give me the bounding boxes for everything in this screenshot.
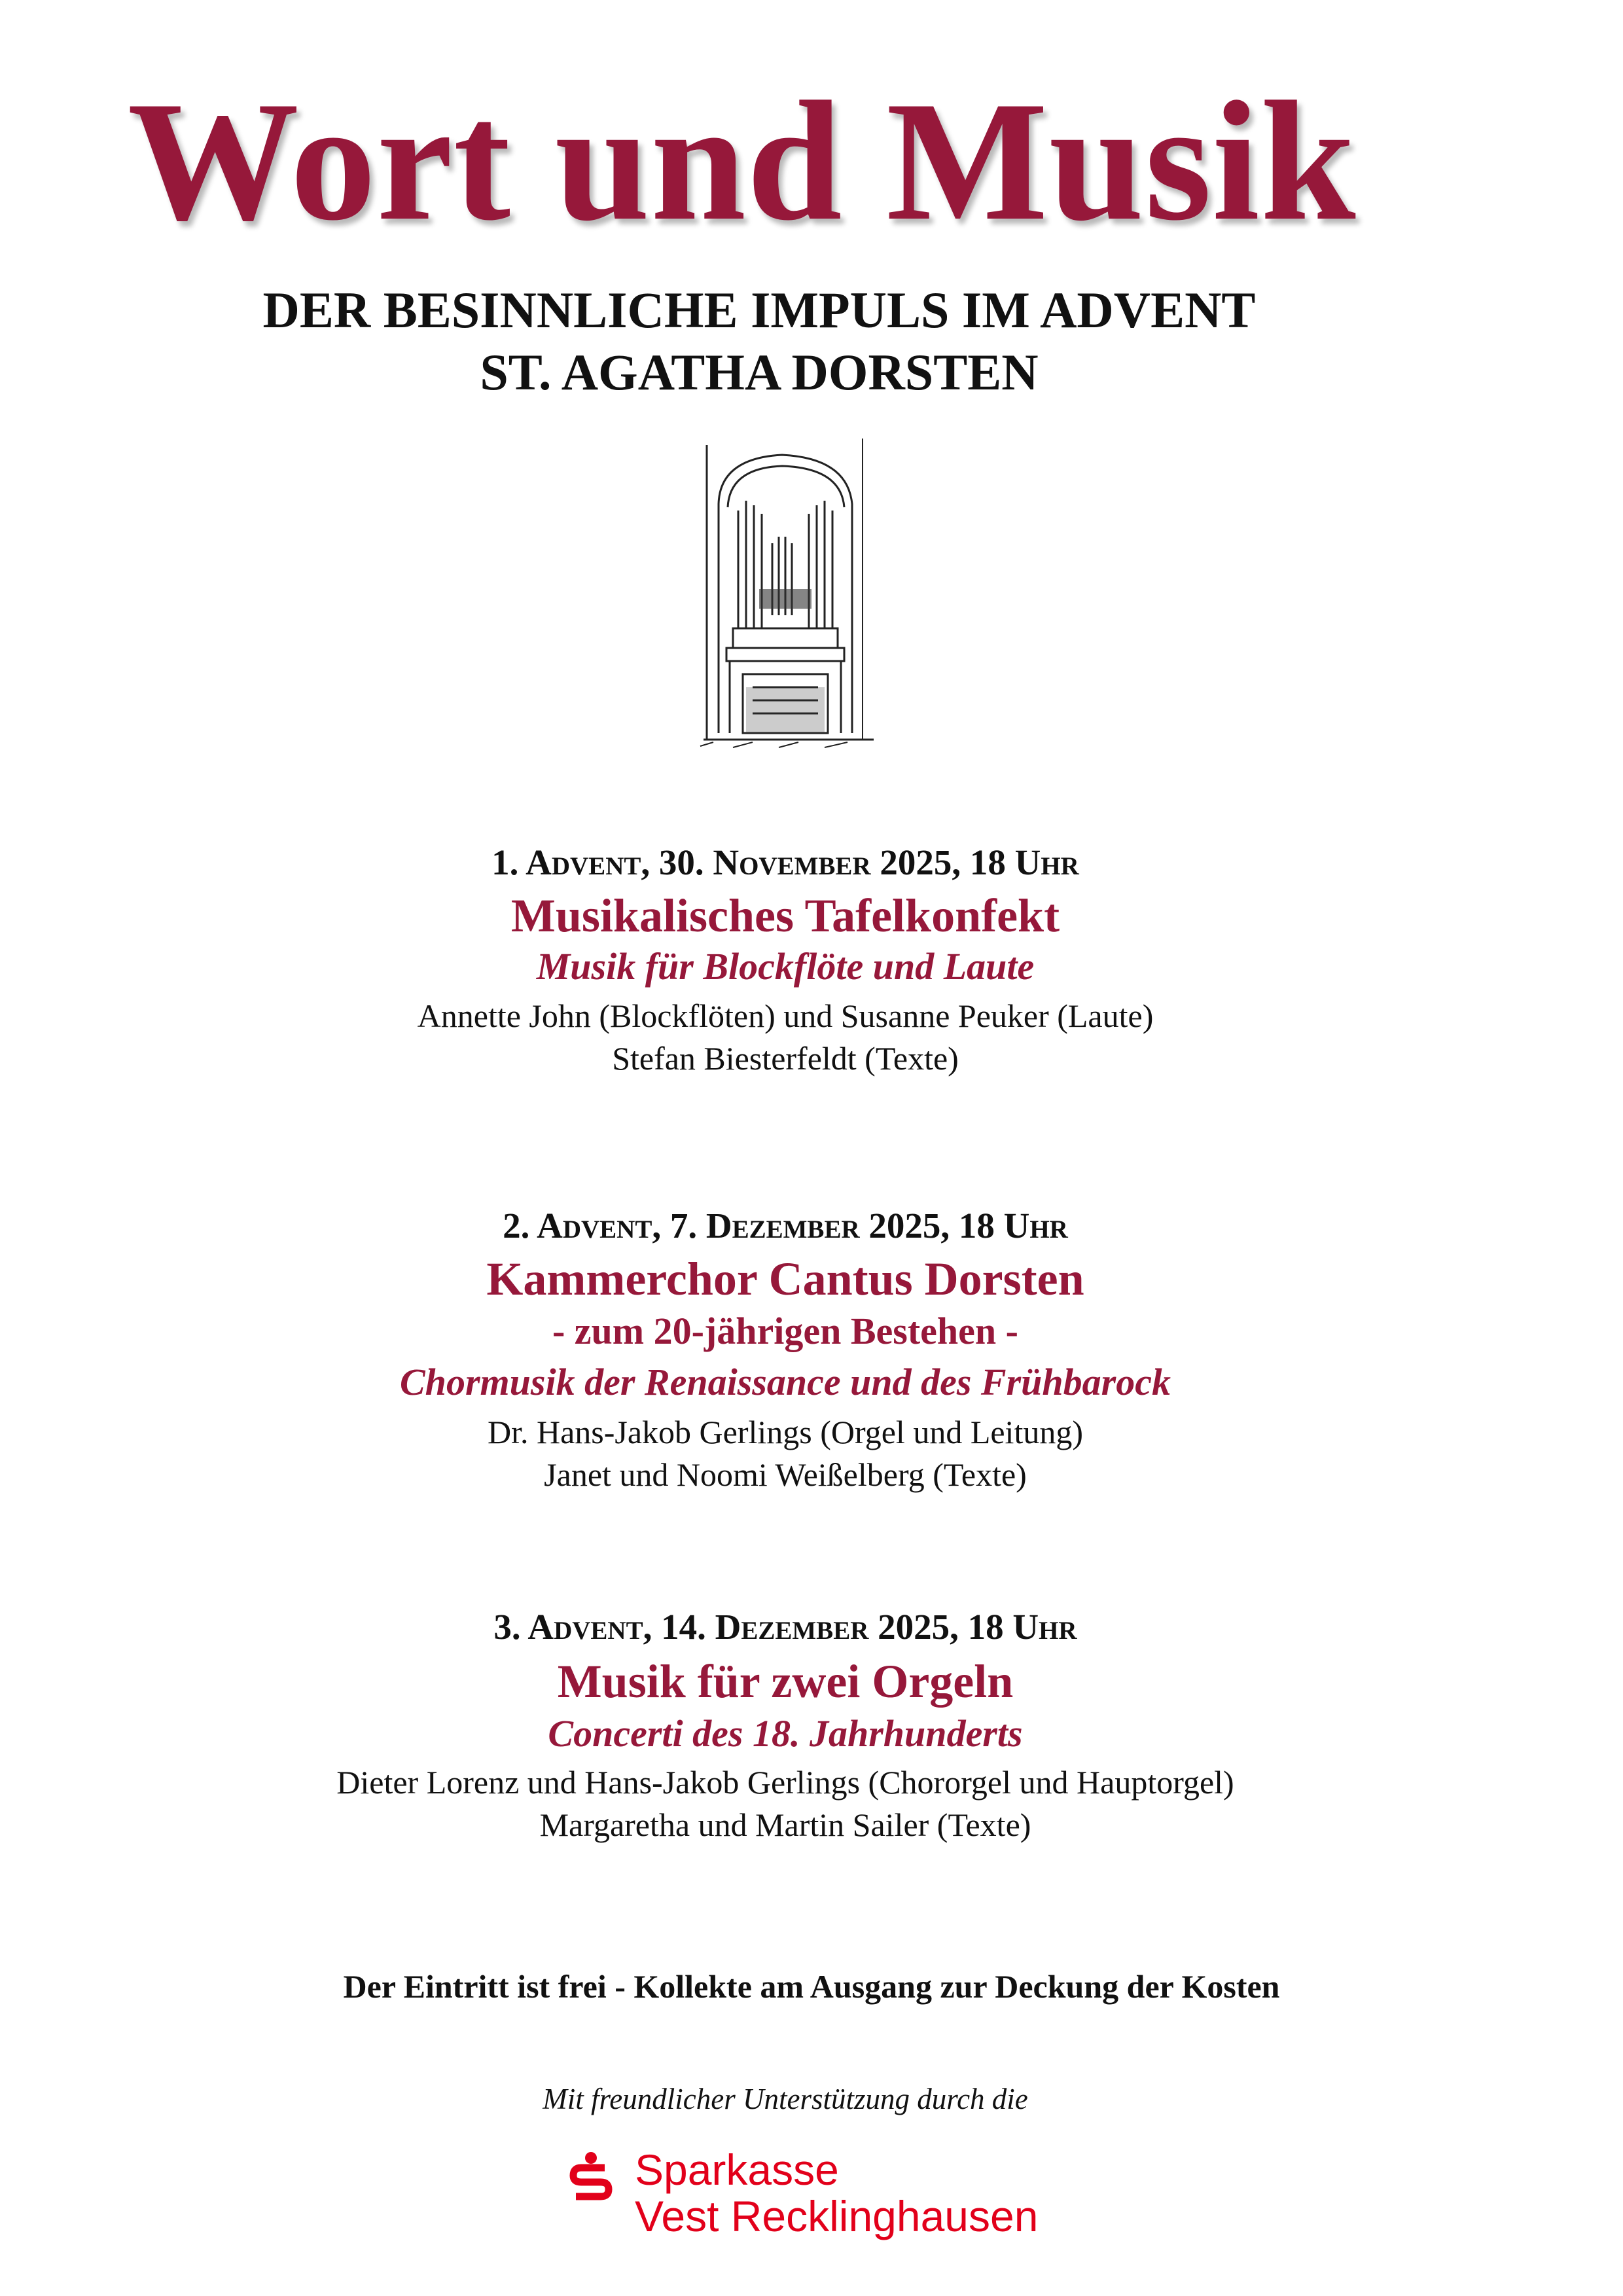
event-2-texts: Janet und Noomi Weißelberg (Texte)	[544, 1456, 1027, 1493]
event-3-title: Musik für zwei Orgeln	[557, 1655, 1014, 1708]
event-1-date: 1. Advent, 30. November 2025, 18 Uhr	[491, 842, 1079, 882]
event-1-performers: Annette John (Blockflöten) und Susanne Peuker (Laute)	[417, 997, 1154, 1034]
event-2-date: 2. Advent, 7. Dezember 2025, 18 Uhr	[503, 1206, 1068, 1246]
event-1-title: Musikalisches Tafelkonfekt	[510, 889, 1060, 942]
sponsor-name	[635, 2147, 1038, 2240]
sponsor-logo	[568, 2147, 1039, 2258]
page-title: Wort und Musik	[128, 66, 1357, 256]
sponsor-name-line-2: Vest Recklinghausen	[635, 2192, 1039, 2241]
sponsor-thanks: Mit freundlicher Unterstützung durch die	[543, 2083, 1028, 2115]
event-2-subtitle: Chormusik der Renaissance und des Frühbarock	[400, 1361, 1171, 1403]
admission-note: Der Eintritt ist frei - Kollekte am Ausgang zur Deckung der Kosten	[343, 1968, 1280, 2005]
sponsor-name-line-1: Sparkasse	[635, 2145, 839, 2194]
event-2-title: Kammerchor Cantus Dorsten	[486, 1253, 1084, 1305]
event-3-performers: Dieter Lorenz und Hans-Jakob Gerlings (Chororgel und Hauptorgel)	[336, 1764, 1234, 1801]
event-1-subtitle: Musik für Blockflöte und Laute	[536, 945, 1035, 988]
event-3-subtitle: Concerti des 18. Jahrhunderts	[548, 1712, 1023, 1755]
subtitle-line-2: ST. AGATHA DORSTEN	[480, 344, 1039, 401]
event-3-date: 3. Advent, 14. Dezember 2025, 18 Uhr	[493, 1607, 1077, 1647]
organ-sketch-icon	[681, 432, 883, 749]
subtitle-line-1: DER BESINNLICHE IMPULS IM ADVENT	[262, 281, 1256, 338]
event-2-anniversary: - zum 20-jährigen Bestehen -	[552, 1310, 1018, 1352]
event-1-texts: Stefan Biesterfeldt (Texte)	[612, 1040, 959, 1077]
event-2-performers: Dr. Hans-Jakob Gerlings (Orgel und Leitung)	[487, 1414, 1083, 1450]
event-3-texts: Margaretha und Martin Sailer (Texte)	[539, 1806, 1031, 1843]
sparkasse-s-logo-icon	[568, 2152, 614, 2203]
